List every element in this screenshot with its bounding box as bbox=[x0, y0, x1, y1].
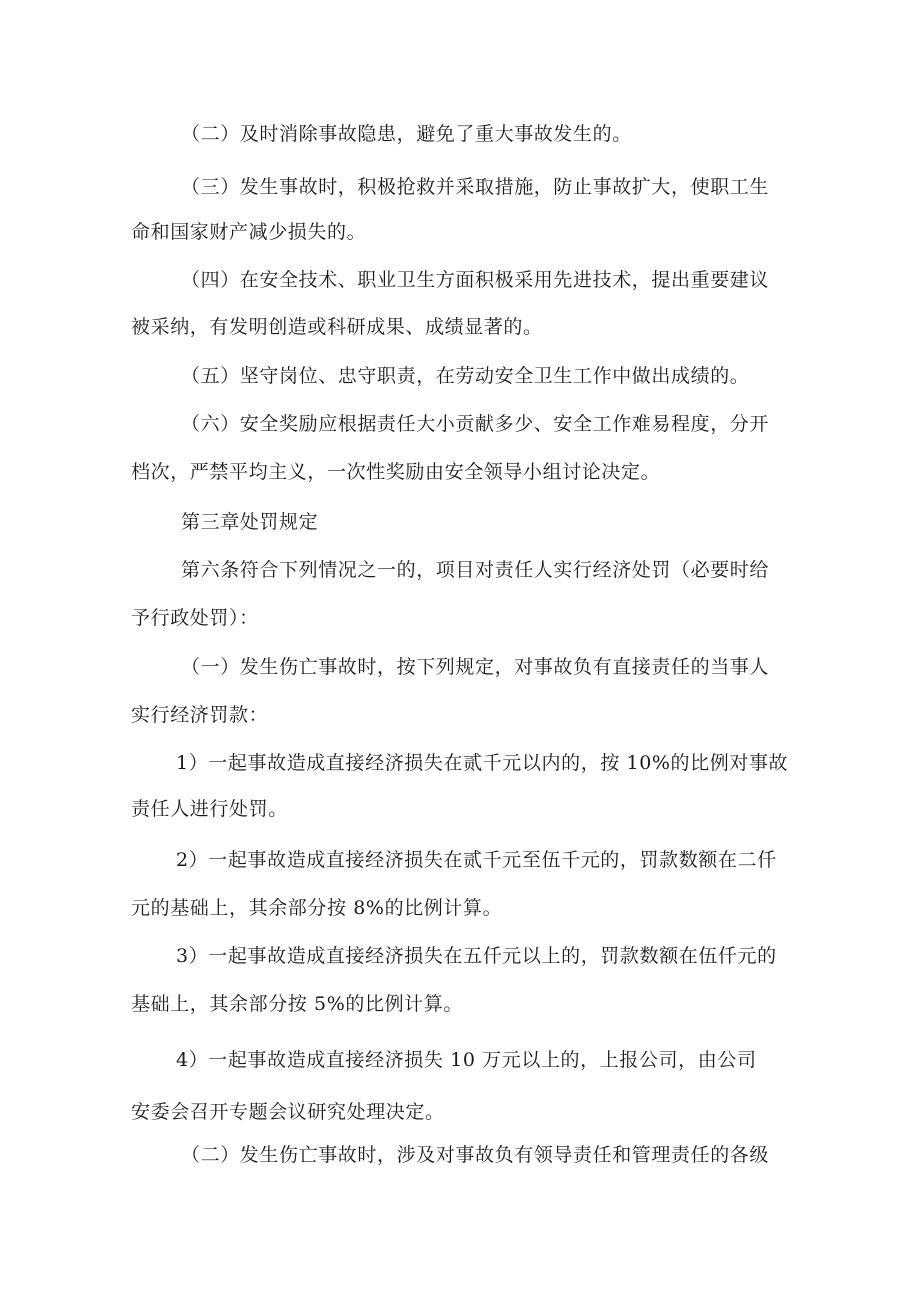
rule-1-line-2: 责任人进行处罚。 bbox=[131, 798, 288, 820]
clause-1-line-2: 实行经济罚款： bbox=[131, 704, 269, 726]
paragraph-item-4-line-2: 被采纳，有发明创造或科研成果、成绩显著的。 bbox=[131, 316, 543, 338]
paragraph-item-3-line-1: （三）发生事故时，积极抢救并采取措施，防止事故扩大，使职工生 bbox=[181, 176, 770, 198]
rule-4-line-1: 4）一起事故造成直接经济损失 10 万元以上的，上报公司，由公司 bbox=[176, 1049, 757, 1071]
clause-2-line-1: （二）发生伤亡事故时，涉及对事故负有领导责任和管理责任的各级 bbox=[181, 1144, 770, 1166]
rule-1-line-1: 1）一起事故造成直接经济损失在贰千元以内的，按 10%的比例对事故 bbox=[176, 752, 789, 774]
chapter-heading: 第三章处罚规定 bbox=[181, 511, 319, 533]
rule-2-line-1: 2）一起事故造成直接经济损失在贰千元至伍千元的，罚款数额在二仟 bbox=[176, 849, 777, 871]
rule-2-line-2: 元的基础上，其余部分按 8%的比例计算。 bbox=[131, 897, 503, 919]
rule-3-line-2: 基础上，其余部分按 5%的比例计算。 bbox=[131, 993, 463, 1015]
paragraph-item-5: （五）坚守岗位、忠守职责，在劳动安全卫生工作中做出成绩的。 bbox=[181, 365, 750, 387]
article-6-line-1: 第六条符合下列情况之一的，项目对责任人实行经济处罚（必要时给 bbox=[181, 559, 770, 581]
paragraph-item-2: （二）及时消除事故隐患，避免了重大事故发生的。 bbox=[181, 123, 632, 145]
article-6-line-2: 予行政处罚）： bbox=[131, 607, 259, 629]
paragraph-item-6-line-1: （六）安全奖励应根据责任大小贡献多少、安全工作难易程度，分开 bbox=[181, 413, 770, 435]
rule-4-line-2: 安委会召开专题会议研究处理决定。 bbox=[131, 1101, 445, 1123]
paragraph-item-6-line-2: 档次，严禁平均主义，一次性奖励由安全领导小组讨论决定。 bbox=[131, 461, 661, 483]
rule-3-line-1: 3）一起事故造成直接经济损失在五仟元以上的，罚款数额在伍仟元的 bbox=[176, 945, 777, 967]
paragraph-item-4-line-1: （四）在安全技术、职业卫生方面积极采用先进技术，提出重要建议 bbox=[181, 269, 770, 291]
paragraph-item-3-line-2: 命和国家财产减少损失的。 bbox=[131, 221, 367, 243]
clause-1-line-1: （一）发生伤亡事故时，按下列规定，对事故负有直接责任的当事人 bbox=[181, 656, 770, 678]
